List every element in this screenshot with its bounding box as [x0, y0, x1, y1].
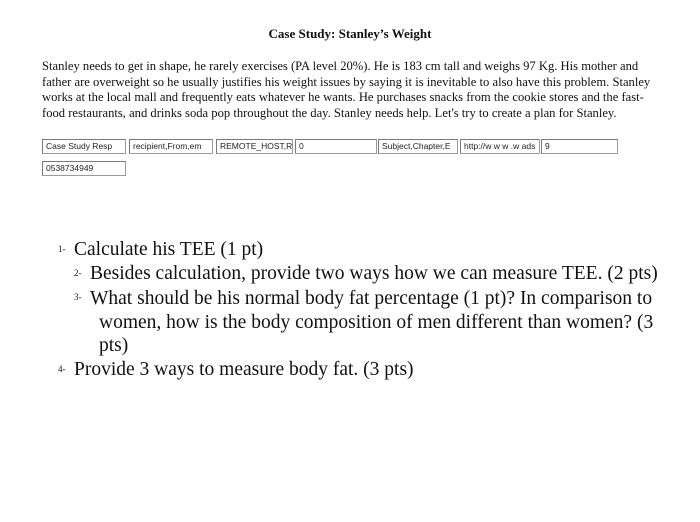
- question-text: Provide 3 ways to measure body fat. (3 pts): [74, 358, 414, 380]
- case-study-title: Case Study: Stanley’s Weight: [268, 26, 432, 41]
- question-text: What should be his normal body fat percentage (1 pt)? In comparison to women, how is the body composition of men different than women? (3 pts): [90, 287, 654, 357]
- form-field-nine[interactable]: 9: [541, 139, 618, 154]
- question-item-2: [58, 262, 668, 286]
- question-text: Besides calculation, provide two ways how we can measure TEE. (2 pts): [90, 263, 658, 285]
- form-field-recipient[interactable]: recipient,From,em: [129, 139, 213, 154]
- question-number: 1-: [58, 243, 66, 254]
- form-field-case-study-resp[interactable]: Case Study Resp: [42, 139, 126, 154]
- question-number: 3-: [74, 292, 82, 303]
- form-field-subject-chapter[interactable]: Subject,Chapter,E: [378, 139, 458, 154]
- question-number: 2-: [74, 268, 82, 279]
- form-field-remote-host[interactable]: REMOTE_HOST,R: [216, 139, 293, 154]
- form-field-url[interactable]: http://w w w .w ads: [460, 139, 540, 154]
- question-number: 4-: [58, 363, 66, 374]
- question-item-3: [58, 287, 668, 358]
- question-list: [58, 238, 668, 382]
- question-item-4: [58, 358, 668, 382]
- question-text: Calculate his TEE (1 pt): [74, 239, 264, 260]
- embedded-form-fields: [42, 139, 618, 173]
- question-item-1: [58, 238, 668, 262]
- form-field-zero[interactable]: 0: [295, 139, 377, 154]
- form-field-phone[interactable]: 0538734949: [42, 161, 126, 176]
- case-study-intro: Stanley needs to get in shape, he rarely exercises (PA level 20%). He is 183 cm tall and weighs 97 Kg. His mother and father are overweight so he usually justifies his weight issues by saying it is inevitable to also have this problem. Stanley works at the local mall and frequently eats whatever he wants. He purchases snacks from the cookie stores and the fast-food restaurants, and drinks soda pop throughout the day. Stanley needs help. Let's try to create a plan for Stanley.: [42, 59, 651, 120]
